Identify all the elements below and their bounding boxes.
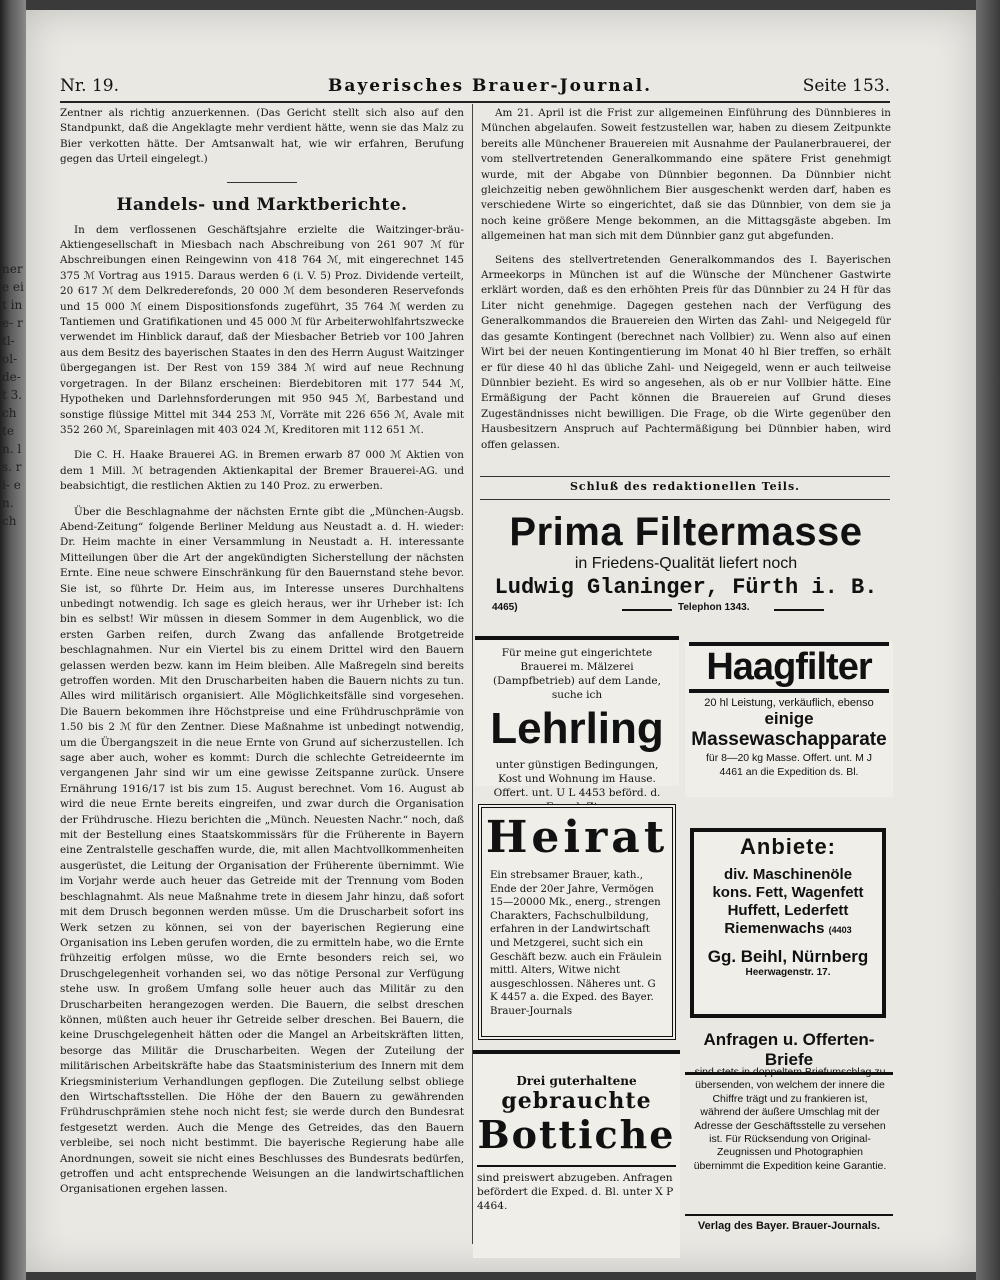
ad-anfragen-footer: Verlag des Bayer. Brauer-Journals. [697,1220,881,1232]
paragraph-beschlagnahme: Über die Beschlagnahme der nächsten Ernte gibt die „München-Augsb. Abend-Zeitung“ folgende Berliner Meldung aus Neustadt a. d. H. wieder: Dr. Heim machte in einer Versammlung in Neustadt a. H. interessante Mitteilungen über die Art der angekündigten Sicherstellung der nächsten Ernte. Eine neue schwere Einschränkung für den Bauernstand stehe bevor. Sie ist, so führte Dr. Heim aus, im Interesse unseres Durchhaltens unbedingt notwendig. Ich sage es gleich heraus, wer ihr Urheber ist: Ich bin es selbst! Wir müssen in diesem Sommer in dem Augenblick, wo die ersten Garben reifen, durch Zwang das anfallende Brotgetreide beschlagnahmen. Nur ein Viertel bis zu einem Drittel wird den Bauern gelassen werden bezw. kann im Heim bleiben. Alle Maßregeln sind bereits getroffen worden. Mit den Druscharbeiten haben die Bauern nichts zu tun. Alles wird militärisch organisiert. Alle Möglichkeitsfälle sind vorgesehen. Die Bauern bekommen ihre Höchstpreise und eine Frühdruschprämie von 1.50 bis 2 ℳ für den Zentner. Diese Maßnahme ist unbedingt notwendig, um die Übergangszeit in die neue Ernte von Grund auf sicherzustellen. Ich sage aber auch, woher es kommt: Durch die schlechte Getreideernte im vergangenen Jahr sind wir um eine gewisse Zeitspanne zurück. Unsere Ernährung 1916/17 ist bis zum 15. August berechnet. Vom 16. August ab wird die neue Ernte bereits eingreifen, und zwar durch die Organisation der Frühdrusche. Hiezu berichten die „Münch. Neuesten Nachr.“ noch, daß mit der Bestellung eines Staatskommissärs für die Früherente in Bayern eine Zentralstelle geschaffen wurde, die, mit allen Machtvollkommenheiten ausgerüstet, die Leitung der Organisation der Früherente übernimmt. Wie im Vorjahr werde auch heuer das Getreide mit der Trennung vom Boden beschlagnahmt. Als neue Maßnahme trete in diesem Jahr hinzu, daß sofort mit dem Drusch begonnen werden müsse. Um die Druscharbeit sofort ins Werk setzen zu können, sei von der bayerischen Regierung eine Organisation ins Leben gerufen worden, die zu ermitteln habe, wo die Ernte frühzeitig erfolgen müsse, wo die Ernte besonders reich sei, wo Druschgelegenheit vorhanden sei, wo das nötige Personal zur Verfügung stehe usw. In großem Umfang solle heuer auch das Militär zu den Druscharbeiten herangezogen werden. Die Bauern, die selbst dreschen können, müßten auch heuer ihr Getreide selber dreschen. Bei Bauern, die keine Druschgelegenheit hätten oder die Mangel an Arbeitskräften litten, besorge das Militär die Druscharbeiten. Wegen der Zuteilung der militärischen Arbeitskräfte habe das Staatsministerium des Innern mit dem Kriegsministerium Verhandlungen gepflogen. Die Zuteilung selbst obliege den Wirtschaftsstellen. Die Höhe der den Bauern zu gewährenden Frühdruschprämien stehe noch nicht fest; sie werde durch den Bundesrat festgesetzt werden. Auch die Menge des Getreides, das den Bauern verbleibe, sei noch nicht bestimmt. Die bayerische Regierung habe alle Anordnungen, soweit sie nicht eines Beschlusses des Bundesrats bedürfen, getroffen und acht entsprechende Weisungen an die landwirtschaftlichen Organisationen ergehen lassen. [60,505,464,1196]
ad-bottiche-text: sind preiswert abzugeben. Anfragen befördert die Exped. d. Bl. unter X P 4464. [477,1172,674,1212]
ad-heirat [478,804,676,1040]
issue-number: Nr. 19. [60,76,119,96]
paragraph-court-end: Zentner als richtig anzuerkennen. (Das Gericht stellt sich also auf den Standpunkt, daß die Angeklagte mehr verdient hätte, wenn sie das Malz zu Bier verkotten hätte. Der Amtsanwalt hat, wie wir erfahren, Berufung gegen das Urteil eingelegt.) [60,107,464,166]
anfragen-rule [685,1214,893,1216]
ad-lehrling-word: Lehrling [490,704,664,753]
ad-lehrling-text: unter günstigen Bedingungen, Kost und Wohnung im Hause. Offert. unt. U L 4453 beförd. d. [493,759,661,799]
ad-heirat-text: Ein strebsamer Brauer, kath., Ende der 20er Jahre, Vermögen 15—20000 Mk., energ., strengen Charakters, Fachschulbildung, erfahren in der Landwirtschaft und Metzgerei, sucht sich ein Geschäft bezw. auch ein Fräulein mittl. Alters, Witwe nicht ausgeschlossen. Näheres unt. G K 4457 a. die Exped. des Bayer. Brauer-Journals [490,870,662,1017]
ad-anbiete-title: Anbiete: [740,834,836,859]
ad-anbiete-code: (4403 [828,925,852,935]
editorial-end-notice: Schluß des redaktionellen Teils. [480,476,890,500]
ad-haag-line: 20 hl Leistung, verkäuflich, ebenso [704,697,874,709]
ad-haag-title: Haagfilter [706,646,872,688]
page-edge [976,0,1000,1280]
phone-rule-left [622,609,672,611]
ad-bottiche-l1: Drei guterhaltene [516,1074,637,1088]
page-header [60,76,890,102]
ad-anfragen-text: sind stets in doppeltem Briefumschlag zu übersenden, von welchem der innere die Chiffre trägt und zu frankieren ist, während der äußere Umschlag mit der Adresse der Geschäftsstelle zu versehen ist. Für Rücksendung von Original-Zeugnissen und Photographien übernimmt die Expedition keine Garantie. [693,1066,887,1172]
ad-anfragen [685,1030,893,1260]
journal-title: Bayerisches Brauer-Journal. [327,76,653,96]
ad-prima-line: in Friedens-Qualität liefert noch [574,555,798,572]
ad-anbiete [690,828,886,1018]
ad-anbiete-l1: div. Maschinenöle [723,866,853,883]
ad-prima-title: Prima Filtermasse [509,510,863,554]
paragraph-haake: Die C. H. Haake Brauerei AG. in Bremen erwarb 87 000 ℳ Aktien von dem 1 Mill. ℳ betragenden Aktienkapital der Bremer Brauerei-AG. und beabsichtigt, die restlichen Aktien zu 140 Proz. zu erwerben. [60,449,464,493]
ad-haag-text: für 8—20 kg Masse. Offert. unt. M J 4461 an die Expedition ds. Bl. [705,752,873,778]
ad-bottiche [473,1050,680,1258]
ad-prima-phone: Telephon 1343. [678,602,750,613]
ad-anbiete-name: Gg. Beihl, Nürnberg [707,947,869,966]
paragraph-generalkommando: Seitens des stellvertretenden Generalkommandos des I. Bayerischen Armeekorps in München ist auf die Wünsche der Münchener Gastwirte erklärt worden, daß es den erhöhten Preis für das Dünnbier zu 24 H für das Liter nicht genehmige. Dagegen gestehen nach der Verfügung des Generalkommandos die Brauereien den Wirten das Zahl- und Neigegeld für das gesamte Kontingent (berechnet nach Vollbier) zu. Wenn also auf einen Wirt bei der neuen Kontingentierung im Monat 40 hl Bier treffen, so erhält er für diese 40 hl das übliche Zahl- und Neigegeld, wenn er auch teilweise Dünnbier bezieht. Es wird so angesehen, als ob er nur Vollbier hätte. Eine Ermäßigung der Pacht können die Brauereien auf Grund dieses Zugeständnisses nicht bewilligen. Die Frage, ob die Wirte gegenüber den Hausbesitzern Anspruch auf Pachtermäßigung bei Dünnbier haben, wird offen gelassen. [481,253,891,451]
ad-bottiche-l2: gebrauchte [501,1088,652,1114]
ad-anfragen-title: Anfragen u. Offerten-Briefe [685,1030,893,1075]
separator-line [227,182,297,183]
ad-prima-name: Ludwig Glaninger, Fürth i. B. [494,575,878,600]
ad-lehrling [475,636,679,799]
ad-heirat-title: Heirat [485,812,669,863]
ad-haagfilter [685,642,893,797]
ad-anbiete-l3: Huffett, Lederfett [727,902,849,919]
ad-prima-filtermasse [482,506,890,624]
ad-haag-masse: Massewaschapparate [691,729,887,750]
bottiche-rule [477,1165,676,1167]
phone-rule-right [774,609,824,611]
left-column [60,106,464,1256]
ad-anbiete-l2: kons. Fett, Wagenfett [712,884,864,901]
paragraph-waitzinger: In dem verflossenen Geschäftsjahre erzielte die Waitzinger-bräu-Aktiengesellschaft in Miesbach nach Abschreibung von 261 907 ℳ für Abschreibungen einen Reingewinn von 418 764 ℳ, mit eingerechnet 145 375 ℳ Vortrag aus 1915. Daraus werden 6 (i. V. 5) Proz. Dividende verteilt, 20 617 ℳ dem Delkrederefonds, 20 000 ℳ dem besonderen Reservefonds und 15 000 ℳ einem Dispositionsfonds zugeführt, 35 764 ℳ werden zu Tantiemen und Gratifikationen und 45 000 ℳ für Arbeiterwohlfahrtszwecke verwendet im Hinblick darauf, daß der Miesbacher Betrieb vor 100 Jahren aus dem Besitz des bayerischen Staates in den des Herrn August Waitzinger übergegangen ist. Der Rest von 159 384 ℳ wird auf neue Rechnung vorgetragen. In der Bilanz erscheinen: Bierdebitoren mit 177 544 ℳ, Hypotheken und Darlehnsforderungen mit 950 945 ℳ, Barbestand und sonstige flüssige Mittel mit 344 253 ℳ, Vorräte mit 226 656 ℳ, Avale mit 352 260 ℳ, Spareinlagen mit 403 024 ℳ, Kreditoren mit 112 651 ℳ. [60,223,464,436]
ad-lehrling-intro: Für meine gut eingerichtete Brauerei m. Mälzerei (Dampfbetrieb) auf dem Lande, suche ich [493,647,661,701]
ad-anbiete-l4: Riemenwachs [724,920,825,937]
ad-haag-einige: einige [764,709,814,728]
ad-prima-code: 4465) [492,602,518,613]
paragraph-duennbier: Am 21. April ist die Frist zur allgemeinen Einführung des Dünnbieres in München abgelaufen. Soweit festzustellen war, haben zu diesem Zeitpunkte bereits alle Münchener Brauereien mit Ausnahme der Paulanerbrauerei, der vom stellvertretenden Generalkommando eine spätere Frist genehmigt wurde, mit der Abgabe von Dünnbier begonnen. Da Dünnbier nicht gleichzeitig neben gewöhnlichem Bier ausgeschenkt werden darf, haben es verschiedene Wirte so eingerichtet, daß sie das Dünnbier, von dem sie ja noch keine größere Menge bekommen, an die Mittagsgäste abgeben. Im allgemeinen hat man sich mit dem Dünnbier ganz gut abgefunden. [481,107,891,243]
page-number: Seite 153. [802,76,890,96]
right-column [481,106,891,466]
gutter-fragments: ner e eit in e- rtl- ol- de- t 3. ch te n. ls. ri- en. ch [2,262,24,528]
header-rule [60,101,890,103]
section-title: Handels- und Marktberichte. [116,194,408,215]
ad-anbiete-addr: Heerwagenstr. 17. [745,967,831,978]
book-gutter [0,0,26,1280]
ad-bottiche-l3: Bottiche [477,1112,676,1157]
